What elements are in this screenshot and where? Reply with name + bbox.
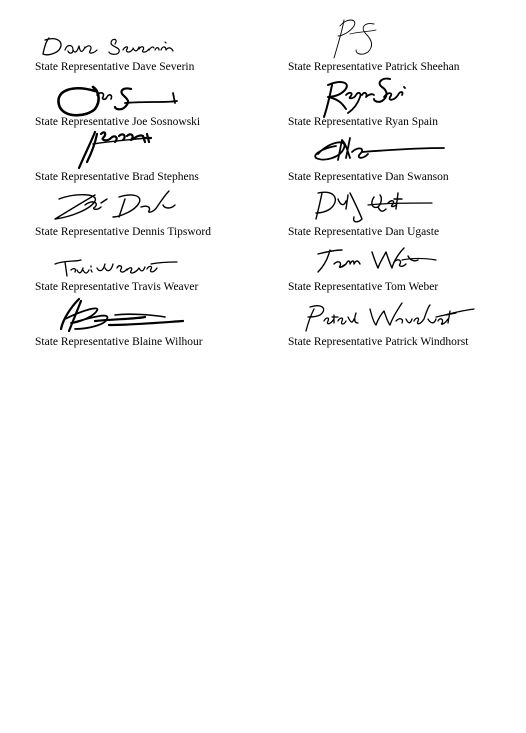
signature-weaver [35,234,255,284]
signatory-name: State Representative Dan Swanson [288,171,449,183]
signature-block-wilhour [35,289,265,348]
signature-stephens [35,124,255,174]
signatory-name: State Representative Joe Sosnowski [35,116,201,128]
signature-column-right [288,14,518,348]
signatory-name: State Representative Patrick Windhorst [288,336,469,348]
signature-block-swanson [288,124,518,183]
signatory-name: State Representative Travis Weaver [35,281,199,293]
signature-block-sosnowski [35,69,265,128]
signature-block-weber [288,234,518,293]
signature-sheehan [288,14,508,64]
signature-block-ugaste [288,179,518,238]
signature-column-left [35,14,265,348]
signature-block-weaver [35,234,265,293]
signature-ugaste [288,179,508,229]
signatory-name: State Representative Dave Severin [35,61,195,73]
signature-wilhour [35,289,255,339]
signatory-name: State Representative Patrick Sheehan [288,61,460,73]
signature-weber [288,234,508,284]
signature-swanson [288,124,508,174]
signature-windhorst [288,289,508,339]
signatory-name: State Representative Blaine Wilhour [35,336,203,348]
signatory-name: State Representative Dennis Tipsword [35,226,211,238]
signature-block-stephens [35,124,265,183]
signatory-name: State Representative Tom Weber [288,281,439,293]
signature-block-sheehan [288,14,518,73]
signature-block-tipsword [35,179,265,238]
signature-block-severin [35,14,265,73]
signatory-name: State Representative Brad Stephens [35,171,199,183]
signature-block-spain [288,69,518,128]
signature-block-windhorst [288,289,518,348]
signature-sosnowski [35,69,255,119]
signature-spain [288,69,508,119]
signature-tipsword [35,179,255,229]
signatory-name: State Representative Ryan Spain [288,116,438,128]
signature-severin [35,14,255,64]
signatory-name: State Representative Dan Ugaste [288,226,440,238]
